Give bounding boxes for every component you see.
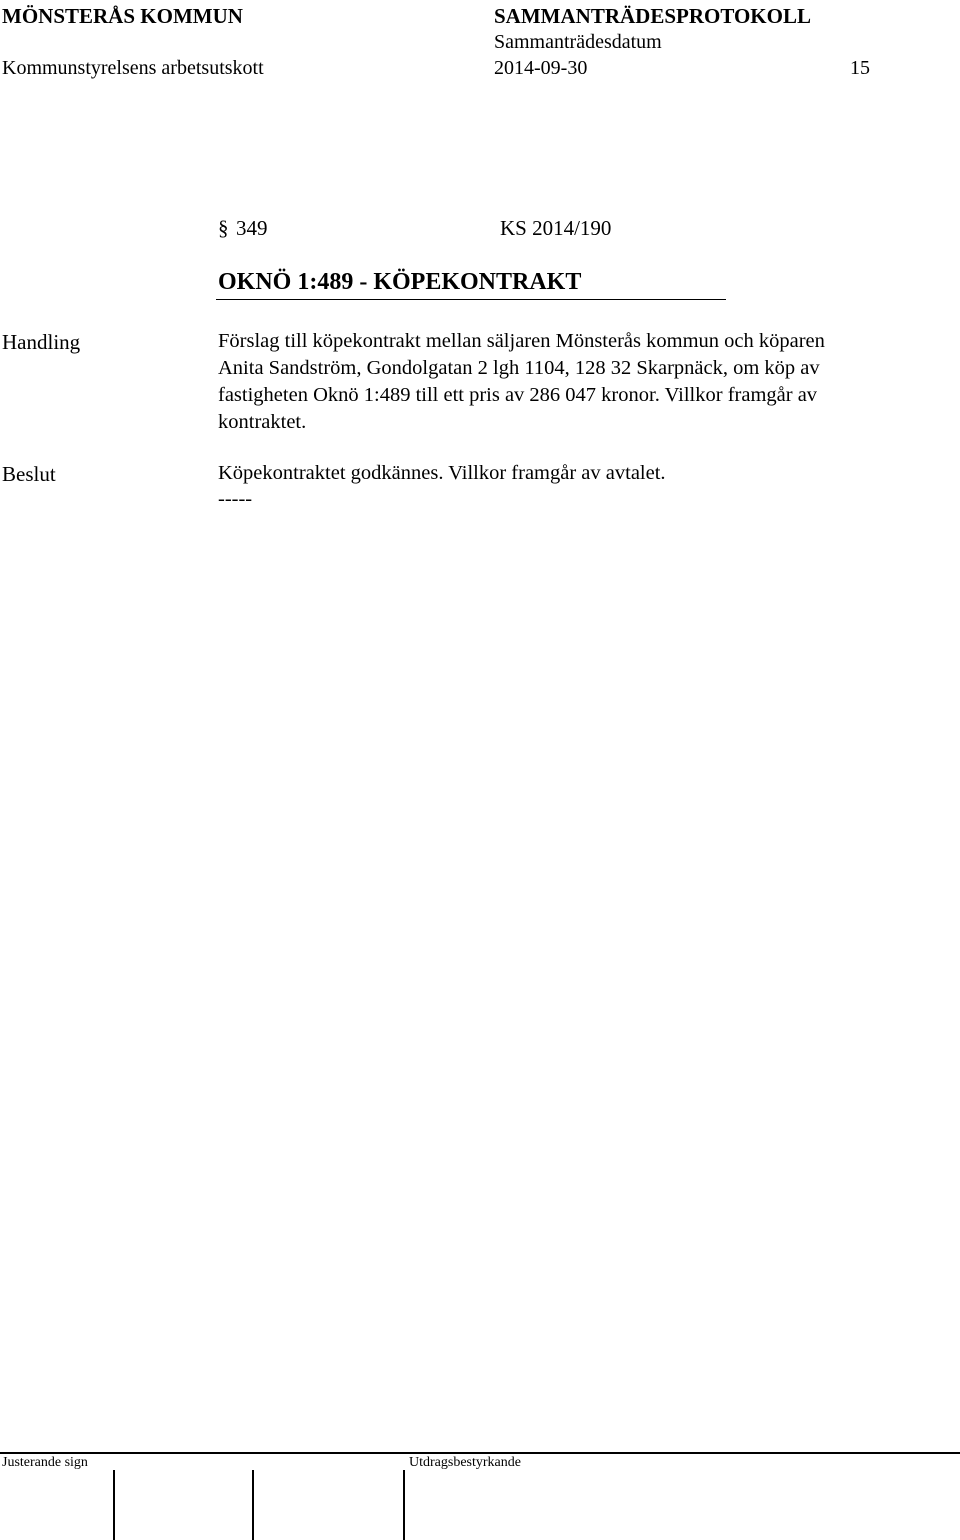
section-symbol: § — [218, 216, 229, 240]
handling-text — [218, 328, 938, 436]
date-label: Sammanträdesdatum — [494, 31, 662, 53]
case-number: KS 2014/190 — [500, 216, 612, 240]
page-number: 15 — [850, 57, 870, 79]
committee-name: Kommunstyrelsens arbetsutskott — [2, 57, 264, 79]
handling-line: Förslag till köpekontrakt mellan säljaren Mönsterås kommun och köparen — [218, 330, 825, 352]
justerande-sign-label: Justerande sign — [2, 1455, 88, 1470]
section-title: OKNÖ 1:489 - KÖPEKONTRAKT — [218, 269, 582, 295]
utdragsbestyrkande-label: Utdragsbestyrkande — [409, 1455, 521, 1470]
footer-rule — [0, 1452, 960, 1454]
handling-label: Handling — [2, 330, 81, 354]
handling-line: fastigheten Oknö 1:489 till ett pris av 286 047 kronor. Villkor framgår av — [218, 384, 818, 406]
signature-box-divider — [252, 1470, 254, 1540]
beslut-label: Beslut — [2, 462, 56, 486]
title-underline — [216, 299, 726, 300]
signature-box-divider — [113, 1470, 115, 1540]
handling-line: kontraktet. — [218, 411, 307, 433]
beslut-text: Köpekontraktet godkännes. Villkor framgår av avtalet. — [218, 462, 666, 484]
signature-box-divider — [403, 1470, 405, 1540]
municipality-name: MÖNSTERÅS KOMMUN — [2, 4, 243, 28]
meeting-date: 2014-09-30 — [494, 57, 588, 79]
beslut-separator: ----- — [218, 488, 253, 510]
handling-line: Anita Sandström, Gondolgatan 2 lgh 1104, 128 32 Skarpnäck, om köp av — [218, 357, 820, 379]
section-number: 349 — [236, 216, 268, 240]
document-type: SAMMANTRÄDESPROTOKOLL — [494, 4, 811, 28]
